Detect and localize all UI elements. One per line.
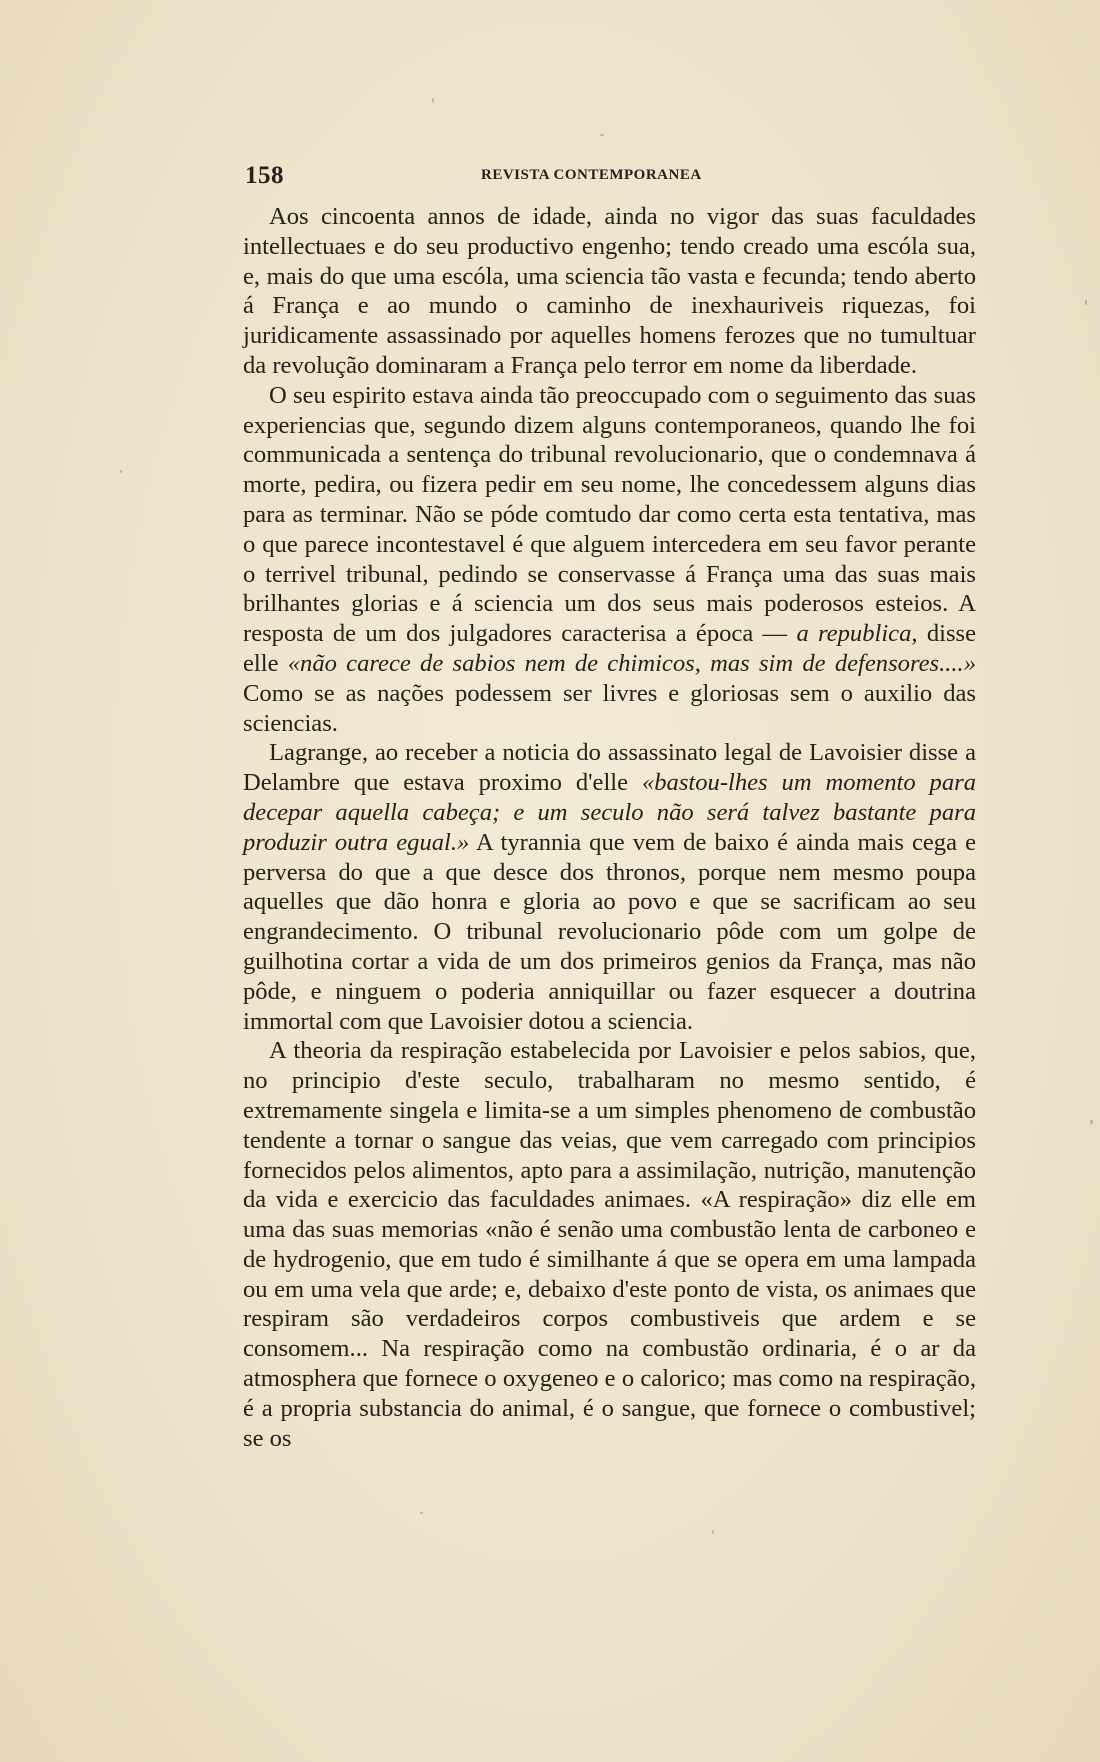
paper-speck <box>432 98 434 103</box>
body-text <box>243 202 976 1453</box>
italic-text: a republica, <box>796 620 918 648</box>
paper-speck <box>420 1512 423 1514</box>
running-head: REVISTA CONTEMPORANEA <box>481 167 702 183</box>
text-run: A theoria da respiração estabelecida por Lavoisier e pelos sabios, que, no principio d'este seculo, trabalharam no mesmo sentido, é extremamente singela e limita-se a um simples phenomeno de combustão tendente a tornar o sangue das veias, que vem carregado com principios fornecidos pelos alimentos, apto para a assimilação, nutrição, manutenção da vida e exercicio das faculdades animaes. «A respiração» diz elle em uma das suas memorias «não é senão uma combustão lenta de carboneo e de hydrogenio, que em tudo é similhante á que se opera em uma lampada ou em uma vela que arde; e, debaixo d'este ponto de vista, os animaes que respiram são verdadeiros corpos combustiveis que ardem e se consomem... Na respiração como na combustão ordinaria, é o ar da atmosphera que fornece o oxygeneo e o calorico; mas como na respiração, é a propria substancia do animal, é o sangue, que fornece o combustivel; se os <box>243 1037 976 1452</box>
text-run: Lagrange, ao receber a noticia do assassinato legal de Lavoisier disse a Delambre que estava proximo d'elle <box>243 739 976 797</box>
paper-speck <box>712 1530 714 1534</box>
italic-text: «não carece de sabios nem de chimicos, mas sim de defensores....» <box>287 649 976 677</box>
text-run: Aos cincoenta annos de idade, ainda no vigor das suas faculdades intellectuaes e do seu productivo engenho; tendo creado uma escóla sua, e, mais do que uma escóla, uma sciencia tão vasta e fecunda; tendo aberto á França e ao mundo o caminho de inexhauriveis riquezas, foi juridicamente assassinado por aquelles homens ferozes que no tumultuar da revolução dominaram a França pelo terror em nome da liberdade. <box>243 203 976 379</box>
paragraph <box>243 738 976 1036</box>
text-run: Como se as nações podessem ser livres e gloriosas sem o auxilio das sciencias. <box>243 679 976 737</box>
page-number: 158 <box>245 162 284 189</box>
paper-speck <box>120 470 122 473</box>
text-run: A tyrannia que vem de baixo é ainda mais cega e perversa do que a que desce dos thronos, porque nem mesmo poupa aquelles que dão honra e gloria ao povo e que se sacrificam ao seu engrandecimento. O tribunal revolucionario pôde com um golpe de guilhotina cortar a vida de um dos primeiros genios da França, mas não pôde, e ninguem o poderia anniquillar ou fazer esquecer a doutrina immortal com que Lavoisier dotou a sciencia. <box>243 828 977 1035</box>
paragraph <box>243 381 976 739</box>
text-run: disse elle <box>243 620 977 677</box>
paper-speck <box>600 134 604 136</box>
paragraph <box>243 202 976 381</box>
paper-speck <box>1085 300 1087 305</box>
italic-text: «bastou-lhes um momento para decepar aquella cabeça; e um seculo não será talvez bastante para produzir outra egual.» <box>243 769 976 856</box>
paper-speck <box>1090 1120 1093 1124</box>
text-run: O seu espirito estava ainda tão preoccupado com o seguimento das suas experiencias que, segundo dizem alguns contemporaneos, quando lhe foi communicada a sentença do tribunal revolucionario, que o condemnava á morte, pedira, ou fizera pedir em seu nome, lhe concedessem alguns dias para as terminar. Não se póde comtudo dar como certa esta tentativa, mas o que parece incontestavel é que alguem intercedera em seu favor perante o terrivel tribunal, pedindo se conservasse á França uma das suas mais brilhantes glorias e á sciencia um dos seus mais poderosos esteios. A resposta de um dos julgadores caracterisa a época — <box>243 381 976 648</box>
paragraph <box>243 1036 976 1453</box>
page-header <box>245 162 975 189</box>
